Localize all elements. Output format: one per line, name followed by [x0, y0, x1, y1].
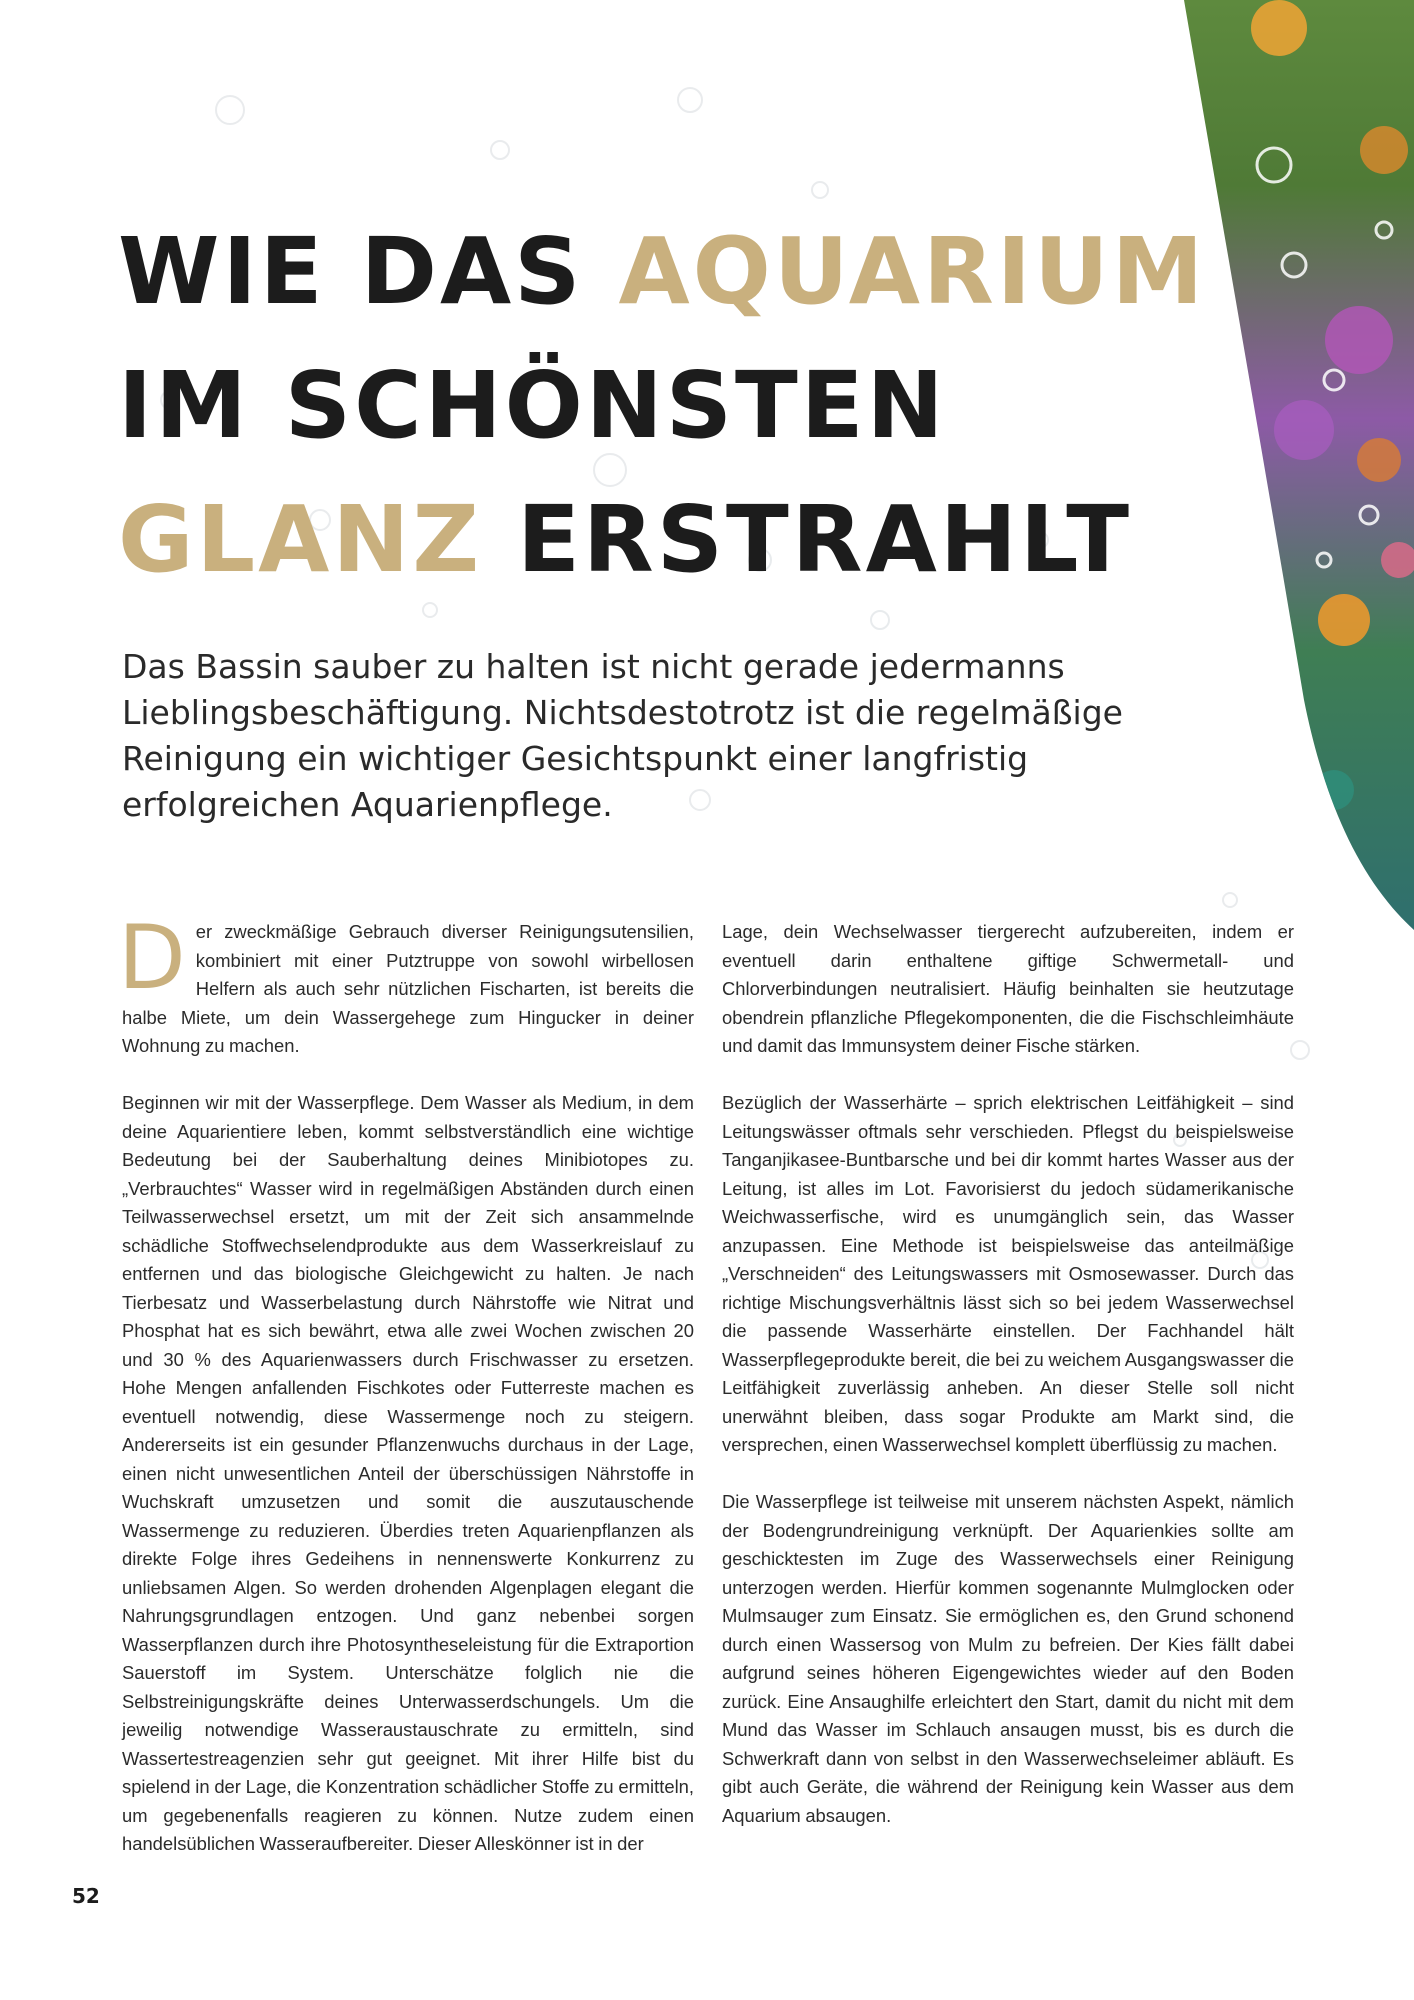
lead-paragraph: Das Bassin sauber zu halten ist nicht gerade jedermanns Lieblingsbeschäftigung. Nichtsdestotrotz ist die regelmäßige Reinigung ein wichtiger Gesichtspunkt einer langfristig erfolgreichen Aquarienpflege.	[122, 647, 1123, 824]
column-left	[118, 906, 694, 1887]
headline-accent: GLANZ	[118, 486, 483, 593]
page-number: 52	[72, 1884, 100, 1908]
headline-text: WIE DAS	[118, 218, 584, 325]
headline	[118, 205, 1207, 607]
headline-line-2	[118, 339, 1198, 473]
body-columns	[118, 906, 1294, 1858]
headline-text: IM SCHÖNSTEN	[118, 352, 947, 459]
headline-text: ERSTRAHLT	[517, 486, 1132, 593]
paragraph	[118, 906, 694, 1061]
paragraph-text: er zweckmäßige Gebrauch diverser Reinigungsutensilien, kombiniert mit einer Putztruppe von sowohl wirbellosen Helfern als auch sehr nützlichen Fischarten, ist bereits die halbe Miete, um dein Wassergehege zum Hingucker in deiner Wohnung zu machen.	[122, 921, 694, 1056]
paragraph: Beginnen wir mit der Wasserpflege. Dem Wasser als Medium, in dem deine Aquarientiere leben, kommt selbstverständlich eine wichtige Bedeutung bei der Sauberhaltung deines Minibiotopes zu. „Verbrauchtes“ Wasser wird in regelmäßigen Abständen durch einen Teilwasserwechsel ersetzt, um mit der Zeit sich ansammelnde schädliche Stoffwechselendprodukte aus dem Wasserkreislauf zu entfernen und das biologische Gleichgewicht zu halten. Je nach Tierbesatz und Wasserbelastung durch Nährstoffe wie Nitrat und Phosphat hat es sich bewährt, etwa alle zwei Wochen zwischen 20 und 30 % des Aquarienwassers durch Frischwasser zu ersetzen. Hohe Mengen anfallenden Fischkotes oder Futterreste machen es eventuell notwendig, diese Wassermenge noch zu steigern. Andererseits ist ein gesunder Pflanzenwuchs durchaus in der Lage, einen nicht unwesentlichen Anteil der überschüssigen Nährstoffe in Wuchskraft umzusetzen und somit die auszutauschende Wassermenge zu reduzieren. Überdies treten Aquarienpflanzen als direkte Folge ihres Gedeihens in nennenswerte Konkurrenz zu unliebsamen Algen. So werden drohenden Algenplagen elegant die Nahrungsgrundlagen entzogen. Und ganz nebenbei sorgen Wasserpflanzen durch ihre Photosyntheseleistung für die Extraportion Sauerstoff im System. Unterschätze folglich nie die Selbstreinigungskräfte deines Unterwasserdschungels. Um die jeweilig notwendige Wasseraustauschrate zu ermitteln, sind Wassertestreagenzien sehr gut geeignet. Mit ihrer Hilfe bist du spielend in der Lage, die Konzentration schädlicher Stoffe zu ermitteln, um gegebenenfalls reagieren zu können. Nutze zudem einen handelsüblichen Wasseraufbereiter. Dieser Alleskönner ist in der	[122, 1092, 694, 1854]
paragraph: Bezüglich der Wasserhärte – sprich elektrischen Leitfähigkeit – sind Leitungswässer oftmals sehr verschieden. Pflegst du beispielsweise Tanganjikasee-Buntbarsche und bei dir kommt hartes Wasser aus der Leitung, ist alles im Lot. Favorisierst du jedoch südamerikanische Weichwasserfische, wird es unumgänglich sein, das Wasser anzupassen. Eine Methode ist beispielsweise das anteilmäßige „Verschneiden“ des Leitungswassers mit Osmosewasser. Durch das richtige Mischungsverhältnis lässt sich so bei jedem Wasserwechsel die passende Wasserhärte einstellen. Der Fachhandel hält Wasserpflegeprodukte bereit, die bei zu weichem Ausgangswasser die Leitfähigkeit zuverlässig anheben. An dieser Stelle soll nicht unerwähnt bleiben, dass sogar Produkte am Markt sind, die versprechen, einen Wasserwechsel komplett überflüssig zu machen.	[722, 1092, 1294, 1455]
drop-cap: D	[118, 906, 186, 1009]
headline-accent: AQUARIUM	[618, 218, 1207, 325]
paragraph: Die Wasserpflege ist teilweise mit unserem nächsten Aspekt, nämlich der Bodengrundreinigung verknüpft. Der Aquarienkies sollte am geschicktesten im Zuge des Wasserwechsels einer Reinigung unterzogen werden. Hierfür kommen sogenannte Mulmglocken oder Mulmsauger zum Einsatz. Sie ermöglichen es, den Grund schonend durch einen Wassersog von Mulm zu befreien. Der Kies fällt dabei aufgrund seines höheren Eigengewichtes wieder auf den Boden zurück. Eine Ansaughilfe erleichtert den Start, damit du nicht mit dem Mund das Wasser im Schlauch ansaugen musst, bis es durch die Schwerkraft dann von selbst in den Wasserwechseleimer abläuft. Es gibt auch Geräte, die während der Reinigung kein Wasser aus dem Aquarium absaugen.	[722, 1491, 1294, 1826]
paragraph: Lage, dein Wechselwasser tiergerecht aufzubereiten, indem er eventuell darin enthaltene giftige Schwermetall- und Chlorverbindungen neutralisiert. Häufig beinhalten sie heutzutage obendrein pflanzliche Pflegekomponenten, die die Fischschleimhäute und damit das Immunsystem deiner Fische stärken.	[722, 921, 1294, 1056]
headline-line-3	[118, 473, 1198, 607]
headline-line-1	[118, 205, 1207, 339]
column-right	[722, 918, 1294, 1859]
